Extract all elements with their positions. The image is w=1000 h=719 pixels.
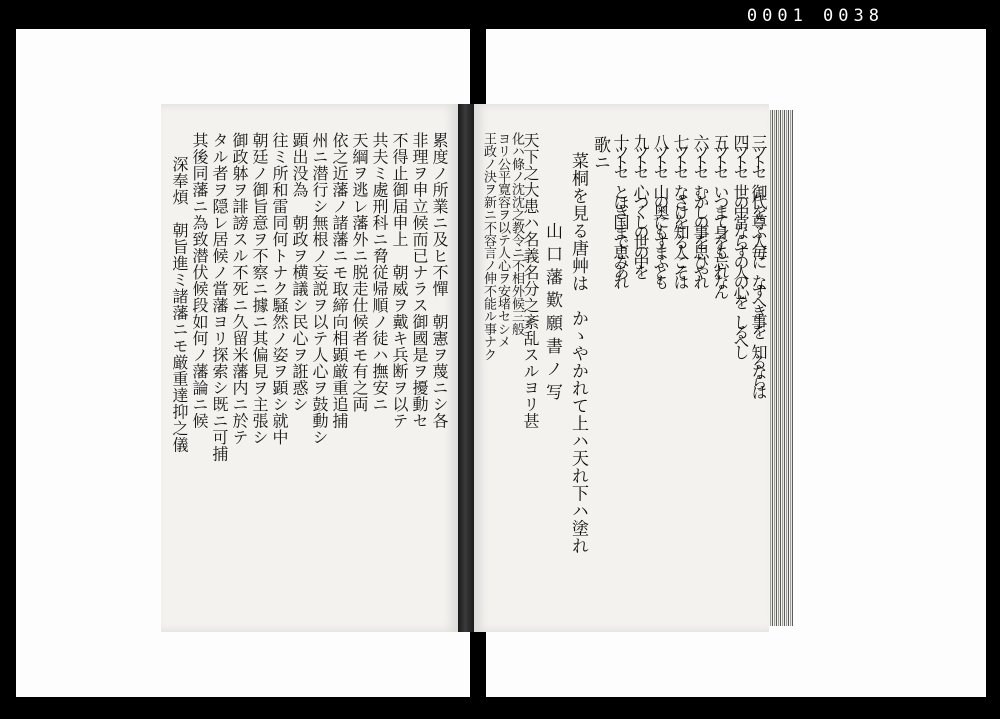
book-spine xyxy=(458,104,474,632)
left-page-column: 非理ヲ申立候而已ナラス御國是ヲ擾動セ xyxy=(410,132,429,429)
left-page-column: 朝廷ノ御旨意ヲ不察ニ據ニ其偏見ヲ主張シ xyxy=(250,132,269,446)
song-line: 十ツトセ とほき国まで恵みあれ xyxy=(611,134,630,284)
left-page-column: 依之近藩ノ諸藩ニモ取締向相顕厳重追捕 xyxy=(330,132,349,429)
left-page-column: 顕出没為 朝政ヲ横議シ民心ヲ誑惑シ xyxy=(290,132,309,413)
left-page-column: 共夫ミ處刑科ニ脅従帰順ノ徒ハ撫安ニ xyxy=(370,132,389,413)
song-line: 八ツトセ 山の奥にもすまふとも xyxy=(651,134,670,284)
left-page-column: 不得止御届申上 朝威ヲ戴キ兵断ヲ以テ xyxy=(390,132,409,429)
open-book xyxy=(161,104,793,632)
right-page-printed-column: 化ハ條ノ沈沈之教令ニ不相外候三般 xyxy=(509,132,524,336)
song-line: 六ツトセ むかしの事を思ひやれ xyxy=(691,134,710,284)
song-line: 七ツトセ なさけを知る人こそは xyxy=(671,134,690,284)
left-page-column: 州ニ潜行シ無根ノ妄説ヲ以テ人心ヲ鼓動シ xyxy=(310,132,329,446)
song-line: 五ツトセ いつまて身をも忘れなん xyxy=(711,134,730,294)
song-line: 九ツトセ 心つくしの世の中を xyxy=(631,134,650,274)
song-line: 三ツトセ 御代を尊ふ人毎に なすへき事を 知るならは xyxy=(749,134,768,394)
page-edges xyxy=(769,110,793,626)
song-line: 四ツトセ 世の中常ならすの人の心を しるへし xyxy=(731,134,750,354)
left-page-column: タル者ヲ隠レ居候ノ當藩ヨリ探索シ既ニ可捕 xyxy=(210,132,229,462)
left-page-column: 御政躰ヲ誹謗スル不死ニ久留米藩内ニ於テ xyxy=(230,132,249,446)
left-page-column: 深奉煩 朝旨進ミ諸藩ニモ厳重達抑之儀 xyxy=(170,156,189,453)
left-page-column: 累度ノ所業ニ及ヒ不憚 朝憲ヲ蔑ニシ各 xyxy=(430,132,449,429)
right-page-printed-column: 天下之大患ハ名義名分之紊乱スルヨリ甚 xyxy=(521,132,540,429)
right-page xyxy=(474,104,769,632)
left-page xyxy=(161,104,458,632)
left-page-column: 天綱ヲ逃レ藩外ニ脱走仕候者モ有之両 xyxy=(350,132,369,413)
right-page-printed-column: 王政ノ決ヲ新ニ不容言ノ伸不能ル事ナク xyxy=(481,132,496,361)
verse-line: 菜桐を見る唐艸は かゝやかれて上ハ天れ下ハ塗れ xyxy=(568,152,588,555)
left-page-column: 其後同藩ニ為致潜伏候段如何ノ藩論ニ候 xyxy=(190,132,209,429)
frame-counter: 0001 0038 xyxy=(746,6,884,26)
document-title: 山口藩歎願書ノ写 xyxy=(542,222,562,406)
song-heading: 歌ニ xyxy=(590,136,610,171)
left-page-column: 往ミ所和雷同何トナク騒然ノ姿ヲ顕シ就中 xyxy=(270,132,289,446)
right-page-printed-column: ヨリ公平寛容ヲ以テ人心ヲ安堵セシメ xyxy=(495,132,510,348)
